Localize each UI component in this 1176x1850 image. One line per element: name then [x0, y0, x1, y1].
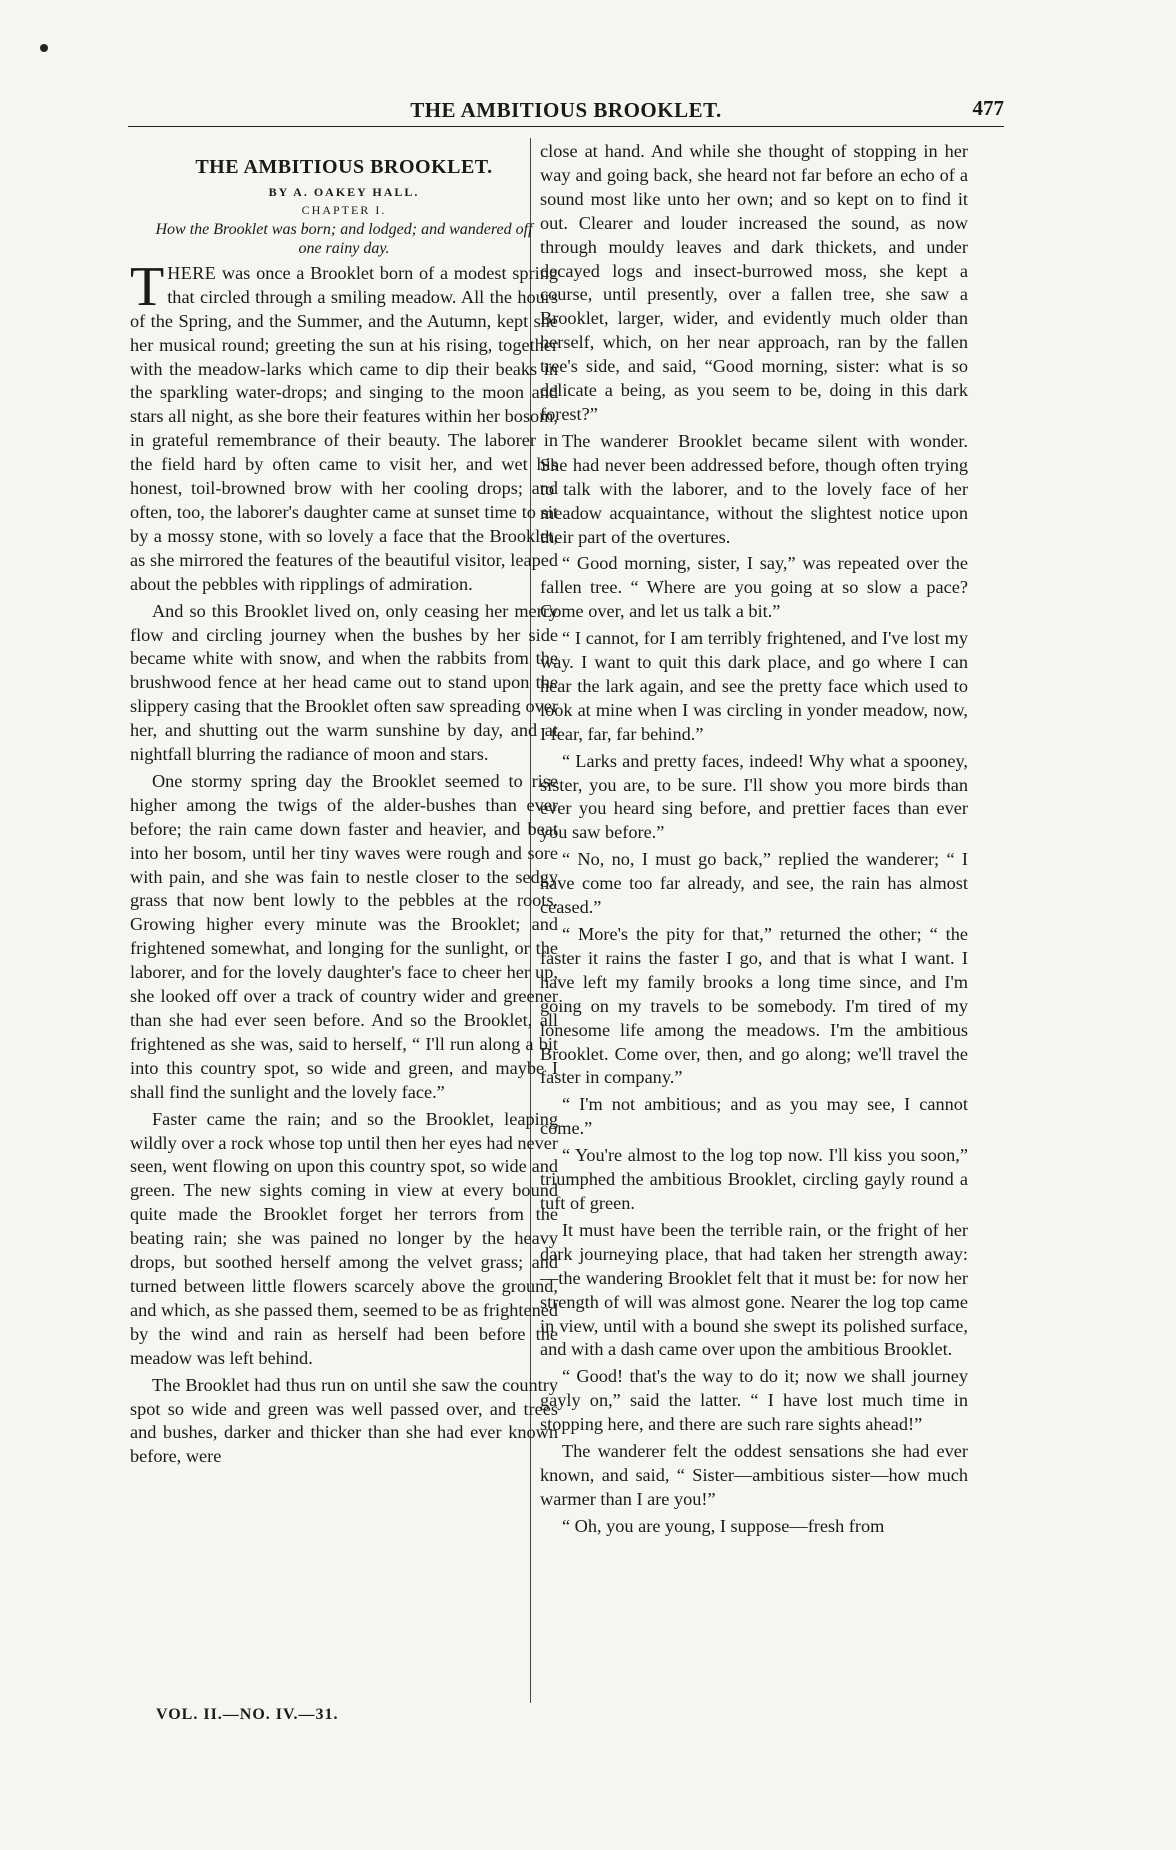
paragraph: “ Oh, you are young, I suppose—fresh from	[561, 1515, 885, 1536]
page-number: 477	[972, 96, 1004, 120]
paragraph: And so this Brooklet lived on, only ceasing her merry flow and circling journey when the bushes by her side became white with snow, and when the rabbits from the brushwood fence at her head came out to stand upon the slippery casing that the Brooklet often saw spreading over her, and shutting out the warm sunshine by day, and at nightfall blurring the radiance of moon and stars.	[130, 600, 558, 765]
paragraph: Faster came the rain; and so the Brooklet, leaping wildly over a rock whose top until then her eyes had never seen, went flowing on upon this country spot, so wide and green. The new sights coming in view at every bound quite made the Brooklet forget her terrors from the beating rain; she was pained no longer by the heavy drops, but soothed herself among the velvet grass; and turned between little flowers scarcely above the ground, and which, as she passed them, seemed to be as frightened by the wind and rain as herself had been before the meadow was left behind.	[130, 1108, 558, 1368]
running-header	[128, 98, 1004, 127]
drop-cap: T	[130, 255, 165, 318]
paragraph: “ I cannot, for I am terribly frightened, and I've lost my way. I want to quit this dark place, and go where I can hear the lark again, and see the pretty face which used to look at mine when I was circling in yonder meadow, now, I fear, far, far behind.”	[540, 628, 968, 744]
paragraph: “ I'm not ambitious; and as you may see, I cannot come.”	[540, 1094, 968, 1139]
first-word: HERE	[167, 262, 217, 283]
margin-bullet-mark	[40, 44, 48, 52]
continued-paragraph: close at hand. And while she thought of stopping in her way and going back, she heard not far before an echo of a sound most like unto her own; and so kept on to find it out. Clearer and louder increased the sound, as now through mouldy leaves and dark thickets, and under decayed logs and insect-burrowed moss, she kept a course, until presently, over a fallen tree, she saw a Brooklet, larger, wider, and evidently much older than herself, which, on her near approach, ran by the fallen tree's side, and said, “Good morning, sister: what is so delicate a being, as you seem to be, doing in this dark forest?”	[540, 141, 968, 424]
paragraph: The wanderer felt the oddest sensations she had ever known, and said, “ Sister—ambitious sister—how much warmer than I are you!”	[540, 1441, 968, 1509]
article-byline: BY A. OAKEY HALL.	[268, 184, 420, 199]
chapter-subtitle: How the Brooklet was born; and lodged; and wandered off one rainy day.	[155, 220, 533, 257]
paragraph: “ More's the pity for that,” returned the other; “ the faster it rains the faster I go, and that is what I want. I have left my family brooks a long time since, and I'm going on my travels to be somebody. I'm tired of my lonesome life among the meadows. I'm the ambitious Brooklet. Come over, then, and go along; we'll travel the faster in company.”	[540, 924, 968, 1088]
right-column	[540, 140, 968, 1542]
article-title: THE AMBITIOUS BROOKLET.	[195, 156, 493, 178]
left-column	[130, 140, 558, 1472]
paragraph: “ You're almost to the log top now. I'll kiss you soon,” triumphed the ambitious Brooklet, circling gayly round a tuft of green.	[540, 1145, 968, 1213]
paragraph: “ Good morning, sister, I say,” was repeated over the fallen tree. “ Where are you going at so slow a pace? Come over, and let us talk a bit.”	[540, 553, 968, 622]
paragraph: “ Larks and pretty faces, indeed! Why what a spooney, sister, you are, to be sure. I'll show you more birds than ever you heard sing before, and prettier faces than ever you saw before.”	[540, 750, 968, 843]
running-title: THE AMBITIOUS BROOKLET.	[410, 98, 722, 122]
paragraph: It must have been the terrible rain, or the fright of her dark journeying place, that had taken her strength away:—the wandering Brooklet felt that it must be: for now her strength of will was almost gone. Nearer the log top came in view, until with a bound she swept its polished surface, and with a dash came over upon the ambitious Brooklet.	[540, 1219, 968, 1360]
paragraph: One stormy spring day the Brooklet seemed to rise higher among the twigs of the alder-bushes than ever before; the rain came down faster and heavier, and beat into her bosom, until her tiny waves were rough and sore with pain, and she was fain to nestle closer to the sedgy grass that now bent lowly to the pebbles at the roots. Growing higher every minute was the Brooklet; and frightened somewhat, and longing for the sunlight, or the laborer, and for the lovely daughter's face to cheer her up, she looked off over a track of country wider and greener than she had ever seen before. And so the Brooklet, all frightened as she was, said to herself, “ I'll run along a bit into this country spot, so wide and green, and maybe I shall find the sunlight and the lovely face.”	[130, 770, 558, 1102]
opening-paragraph	[130, 255, 558, 597]
opening-paragraph-text: was once a Brooklet born of a modest spring that circled through a smiling meadow. All the hours of the Spring, and the Summer, and the Autumn, kept she her musical round; greeting the sun at his rising, together with the meadow-larks which came to dip their beaks in the sparkling water-drops; and singing to the moon and stars all night, as she bore their features within her bosom, in grateful remembrance of their beauty. The laborer in the field hard by often came to visit her, and wet his honest, toil-browned brow with her cooling drops; and often, too, the laborer's daughter came at sunset time to sit by a mossy stone, with so lovely a face that the Brooklet, as she mirrored the features of the beautiful visitor, leaped about the pebbles with ripplings of admiration.	[130, 262, 558, 594]
chapter-heading: CHAPTER I.	[301, 202, 387, 217]
paragraph: The wanderer Brooklet became silent with wonder. She had never been addressed before, though often trying to talk with the laborer, and to the lovely face of her meadow acquaintance, without the slightest notice upon their part of the overtures.	[540, 430, 968, 547]
paragraph: “ No, no, I must go back,” replied the wanderer; “ I have come too far already, and see, the rain has almost ceased.”	[540, 849, 968, 918]
signature-mark: VOL. II.—NO. IV.—31.	[156, 1706, 339, 1723]
paragraph: The Brooklet had thus run on until she saw the country spot so wide and green was well passed over, and trees and bushes, darker and thicker than she had ever known before, were	[130, 1374, 558, 1467]
paragraph: “ Good! that's the way to do it; now we shall journey gayly on,” said the latter. “ I have lost much time in stopping here, and there are such rare sights ahead!”	[540, 1366, 968, 1435]
